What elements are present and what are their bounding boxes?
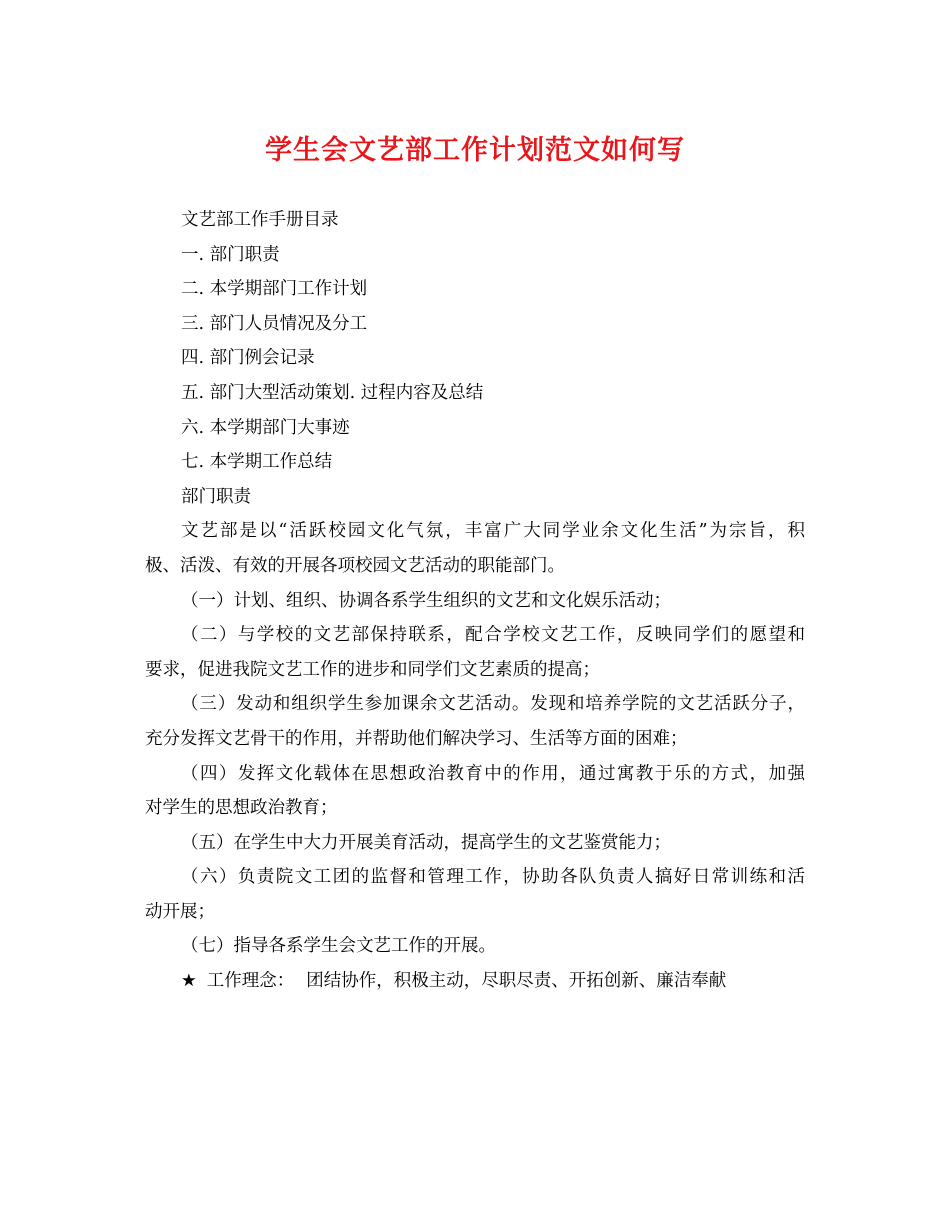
work-philosophy xyxy=(145,964,805,999)
duty-item-continuation: 要求，促进我院文艺工作的进步和同学们文艺素质的提高； xyxy=(145,659,600,680)
intro-paragraph-line: 极、活泼、有效的开展各项校园文艺活动的职能部门。 xyxy=(145,555,565,576)
toc-item: 七. 本学期工作总结 xyxy=(181,452,333,473)
philosophy-label: 工作理念： xyxy=(206,971,295,992)
duty-item: （三）发动和组织学生参加课余文艺活动。发现和培养学院的文艺活跃分子， xyxy=(181,694,805,715)
section-heading: 部门职责 xyxy=(181,486,251,507)
duty-item-continuation: 动开展； xyxy=(145,901,215,922)
toc-item: 六. 本学期部门大事迹 xyxy=(181,417,350,438)
toc-item: 三. 部门人员情况及分工 xyxy=(181,313,368,334)
intro-paragraph-line: 文艺部是以“活跃校园文化气氛，丰富广大同学业余文化生活”为宗旨，积 xyxy=(181,521,805,542)
duty-item-continuation: 对学生的思想政治教育； xyxy=(145,798,338,819)
toc-heading: 文艺部工作手册目录 xyxy=(181,210,339,230)
toc-item: 五. 部门大型活动策划. 过程内容及总结 xyxy=(181,382,484,403)
philosophy-text: 团结协作，积极主动，尽职尽责、开拓创新、廉洁奉献 xyxy=(306,971,727,992)
duty-item: （五）在学生中大力开展美育活动，提高学生的文艺鉴赏能力； xyxy=(181,832,671,853)
duty-item: （六）负责院文工团的监督和管理工作，协助各队负责人搞好日常训练和活 xyxy=(181,867,805,888)
document-title: 学生会文艺部工作计划范文如何写 xyxy=(265,135,685,166)
duty-item: （七）指导各系学生会文艺工作的开展。 xyxy=(181,936,496,957)
star-icon: ★ xyxy=(181,971,197,992)
duty-item: （四）发挥文化载体在思想政治教育中的作用，通过寓教于乐的方式，加强 xyxy=(181,763,805,784)
duty-item: （二）与学校的文艺部保持联系，配合学校文艺工作，反映同学们的愿望和 xyxy=(181,625,805,646)
toc-item: 一. 部门职责 xyxy=(181,244,280,265)
duty-item: （一）计划、组织、协调各系学生组织的文艺和文化娱乐活动； xyxy=(181,590,671,611)
toc-item: 二. 本学期部门工作计划 xyxy=(181,279,368,300)
toc-item: 四. 部门例会记录 xyxy=(181,348,315,369)
document-body xyxy=(145,203,805,999)
duty-item-continuation: 充分发挥文艺骨干的作用，并帮助他们解决学习、生活等方面的困难； xyxy=(145,728,688,749)
